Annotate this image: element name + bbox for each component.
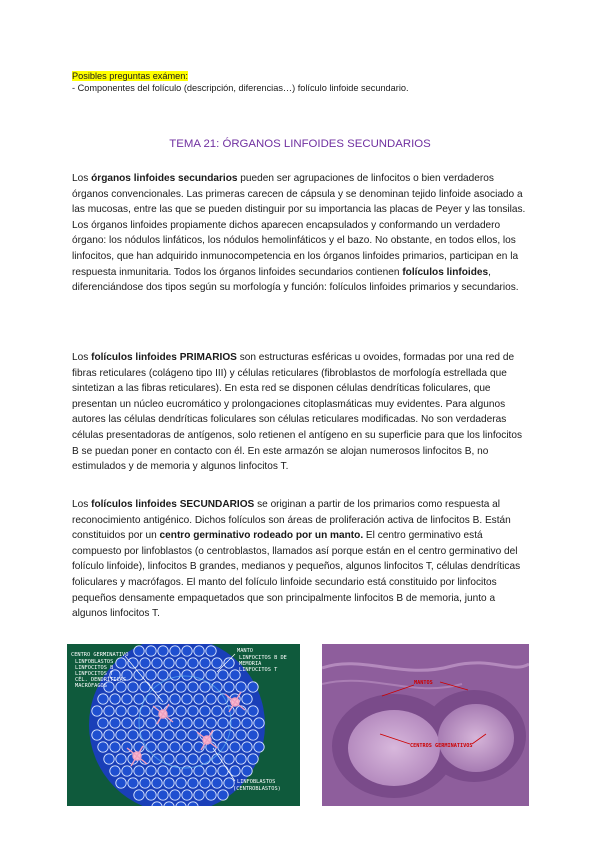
lymphocyte-cell [218,790,228,800]
lymphocyte-cell [200,706,210,716]
lymphocyte-cell [158,742,168,752]
lymphocyte-cell [98,742,108,752]
lymphocyte-cell [218,766,228,776]
lymphocyte-cell [194,766,204,776]
cg-item: LINFOCITOS B [75,665,114,671]
lymphocyte-cell [218,670,228,680]
follicle-schematic-figure [67,644,300,806]
follicle-schematic-svg [67,644,300,806]
lymphocyte-cell [110,718,120,728]
lymphocyte-cell [194,694,204,704]
lymphocyte-cell [212,682,222,692]
lymphocyte-cell [140,682,150,692]
lymphocyte-cell [200,682,210,692]
lymphocyte-cell [224,658,234,668]
lymphocyte-cell [170,742,180,752]
lymphocyte-cell [134,646,144,656]
lymphocyte-cell [110,766,120,776]
cg-item: LINFOCITOS T [75,671,114,677]
lymphocyte-cell [98,718,108,728]
lymphocyte-cell [146,766,156,776]
lymphocyte-cell [212,658,222,668]
lymphocyte-cell [194,646,204,656]
lymphocyte-cell [188,778,198,788]
text-run: Los [72,499,92,510]
lymphocyte-cell [158,646,168,656]
lymphocyte-cell [128,706,138,716]
lymphocyte-cell [248,754,258,764]
lymphocyte-cell [176,658,186,668]
lymphocyte-cell [236,730,246,740]
lymphocyte-cell [128,730,138,740]
label-linfoblastos: LINFOBLASTOS [237,779,276,785]
lymphocyte-cell [158,694,168,704]
lymphocyte-cell [134,694,144,704]
lymphocyte-cell [218,742,228,752]
label-centros-germinativos: CENTROS GERMINATIVOS [410,743,473,749]
lymphocyte-cell [116,706,126,716]
lymphocyte-cell [122,694,132,704]
lymphocyte-cell [206,694,216,704]
lymphocyte-cell [182,670,192,680]
text-run: Los [72,173,92,184]
lymphocyte-cell [206,718,216,728]
lymphocyte-cell [188,730,198,740]
text-run: , diferenciándose dos tipos según su morfología y función: folículos linfoides primarios y secundarios. [72,266,519,294]
text-run: son estructuras esféricas u ovoides, formadas por una red de fibras reticulares (colágeno tipo III) y células reticulares (fibroblastos de morfología estrellada que sintetizan a las fibras reticulares). En esta red se disponen células dendríticas foliculares, que presentan un núcleo eucromático y prolongaciones citoplasmáticas muy evidentes. Para algunos autores las células dendríticas foliculares son células reticulares modificadas. No son verdaderas células presentadoras de antígenos, solo retienen el antígeno en su superficie para que los linfocitos B se puedan poner en contacto con él. En este armazón se alojan numerosos linfocitos B, no estimulados y de memoria y algunos linfocitos T. [72,352,523,473]
lymphocyte-cell [128,778,138,788]
manto-item: LINFOCITOS B DE [239,655,287,661]
lymphocyte-cell [242,694,252,704]
lymphocyte-cell [200,754,210,764]
lymphocyte-cell [176,754,186,764]
lymphocyte-cell [176,682,186,692]
lymphocyte-cell [146,790,156,800]
bold-term: centro germinativo rodeado por un manto. [159,530,364,542]
lymphocyte-cell [194,718,204,728]
lymphocyte-cell [152,658,162,668]
label-centro-germinativo: CENTRO GERMINATIVO [71,652,129,658]
lymphocyte-cell [104,730,114,740]
manto-item: LINFOCITOS T [239,667,278,673]
lymphocyte-cell [146,742,156,752]
label-manto: MANTO [237,648,253,654]
lymphocyte-cell [116,778,126,788]
lymphocyte-cell [242,766,252,776]
cg-item: CÉL. DENDRÍTICAS [75,677,127,683]
text-run: pueden ser agrupaciones de linfocitos o bien verdaderos órganos convencionales. Las primeras carecen de cápsula y se denominan tejido linfoide asociado a las mucosas, entre las que se pueden distinguir por su importancia las placas de Peyer y las tonsilas. Los órganos linfoides propiamente dichos aparecen encapsulados y conformando un verdadero órgano: los nódulos linfáticos, los nódulos hemolinfáticos y el bazo. No obstante, en todos ellos, los linfocitos, que han adquirido inmunocompetencia en los órganos linfoides primarios, participan en la respuesta inmunitaria. Todos los órganos linfoides secundarios contienen [72,173,526,278]
lymphocyte-cell [152,730,162,740]
lymphocyte-cell [110,694,120,704]
lymphocyte-cell [146,670,156,680]
lymphocyte-cell [128,682,138,692]
exam-questions-heading: Posibles preguntas exámen: [72,71,188,81]
cg-item: LINFOBLASTOS [75,659,114,665]
lymphocyte-cell [188,706,198,716]
lymphocyte-cell [146,646,156,656]
text-run: se originan a partir de los primarios como respuesta al reconocimiento antigénico. Dichos folículos son áreas de proliferación activa de linfocitos B. Están constituidos por un [72,499,511,542]
lymphocyte-cell [206,646,216,656]
text-run: Los [72,352,92,363]
lymphocyte-cell [116,658,126,668]
follicle-micrograph-svg [322,644,529,806]
label-mantos: MANTOS [414,680,433,686]
lymphocyte-cell [188,658,198,668]
lymphocyte-cell [128,658,138,668]
lymphocyte-cell [212,706,222,716]
lymphocyte-cell [134,790,144,800]
lymphocyte-cell [230,742,240,752]
lymphocyte-cell [254,718,264,728]
lymphocyte-cell [164,730,174,740]
text-run: El centro germinativo está compuesto por linfoblastos (o centroblastos, llamados así porque están en el centro germinativo del folículo linfoide), linfocitos B grandes, medianos y pequeños, algunos linfocitos T, células dendríticas foliculares y macrófagos. El manto del folículo linfoide secundario está constituido por linfocitos pequeños densamente empaquetados que son principalmente linfocitos B de memoria, junto a algunos linfocitos T. [72,530,521,620]
lymphocyte-cell [194,790,204,800]
lymphocyte-cell [206,766,216,776]
lymphocyte-cell [188,682,198,692]
lymphocyte-cell [206,670,216,680]
lymphocyte-cell [248,730,258,740]
lymphocyte-cell [170,646,180,656]
lymphocyte-cell [182,742,192,752]
lymphocyte-cell [92,730,102,740]
lymphocyte-cell [104,754,114,764]
follicle-micrograph-figure [322,644,529,806]
lymphocyte-cell [164,682,174,692]
lymphocyte-cell [158,670,168,680]
lymphocyte-cell [98,694,108,704]
lymphocyte-cell [92,706,102,716]
lymphocyte-cell [140,778,150,788]
lymphocyte-cell [212,730,222,740]
lymphocyte-cell [164,778,174,788]
lymphocyte-cell [122,718,132,728]
paragraph-secondary-organs [72,171,527,296]
lymphocyte-cell [140,658,150,668]
lymphocyte-cell [188,754,198,764]
lymphocyte-cell [116,730,126,740]
lymphocyte-cell [236,754,246,764]
label-centroblastos: (CENTROBLASTOS) [233,786,281,792]
lymphocyte-cell [248,706,258,716]
lymphocyte-cell [230,766,240,776]
paragraph-secondary-follicles [72,497,527,622]
lymphocyte-cell [248,682,258,692]
lymphocyte-cell [182,790,192,800]
lymphocyte-cell [164,658,174,668]
lymphocyte-cell [224,682,234,692]
lymphocyte-cell [182,718,192,728]
lymphocyte-cell [236,682,246,692]
lymphocyte-cell [104,706,114,716]
lymphocyte-cell [134,766,144,776]
bold-term: folículos linfoides [402,266,489,278]
lymphocyte-cell [158,790,168,800]
exam-questions-note [72,70,542,94]
lymphocyte-cell [152,778,162,788]
lymphocyte-cell [122,766,132,776]
lymphocyte-cell [170,790,180,800]
lymphocyte-cell [176,778,186,788]
lymphocyte-cell [116,682,126,692]
lymphocyte-cell [254,742,264,752]
bold-term: folículos linfoides PRIMARIOS [91,352,237,363]
lymphocyte-cell [182,694,192,704]
lymphocyte-cell [218,718,228,728]
lymphocyte-cell [200,658,210,668]
lymphocyte-cell [134,670,144,680]
lymphocyte-cell [242,742,252,752]
topic-title: TEMA 21: ÓRGANOS LINFOIDES SECUNDARIOS [169,138,431,150]
bold-term: folículos linfoides SECUNDARIOS [91,499,255,510]
lymphocyte-cell [116,754,126,764]
lymphocyte-cell [170,694,180,704]
lymphocyte-cell [176,706,186,716]
lymphocyte-cell [164,754,174,764]
lymphocyte-cell [176,730,186,740]
lymphocyte-cell [110,742,120,752]
lymphocyte-cell [146,718,156,728]
lymphocyte-cell [158,766,168,776]
lymphocyte-cell [170,718,180,728]
exam-question-item: - Componentes del folículo (descripción, diferencias…) folículo linfoide secundario. [72,83,409,93]
manto-item: MEMORIA [239,661,262,667]
lymphocyte-cell [224,754,234,764]
lymphocyte-cell [206,790,216,800]
lymphocyte-cell [212,778,222,788]
lymphocyte-cell [182,646,192,656]
lymphocyte-cell [242,718,252,728]
bold-term: órganos linfoides secundarios [91,173,238,184]
lymphocyte-cell [170,670,180,680]
cg-item: MACRÓFAGOS [75,683,107,689]
lymphocyte-cell [200,778,210,788]
paragraph-primary-follicles [72,350,527,475]
